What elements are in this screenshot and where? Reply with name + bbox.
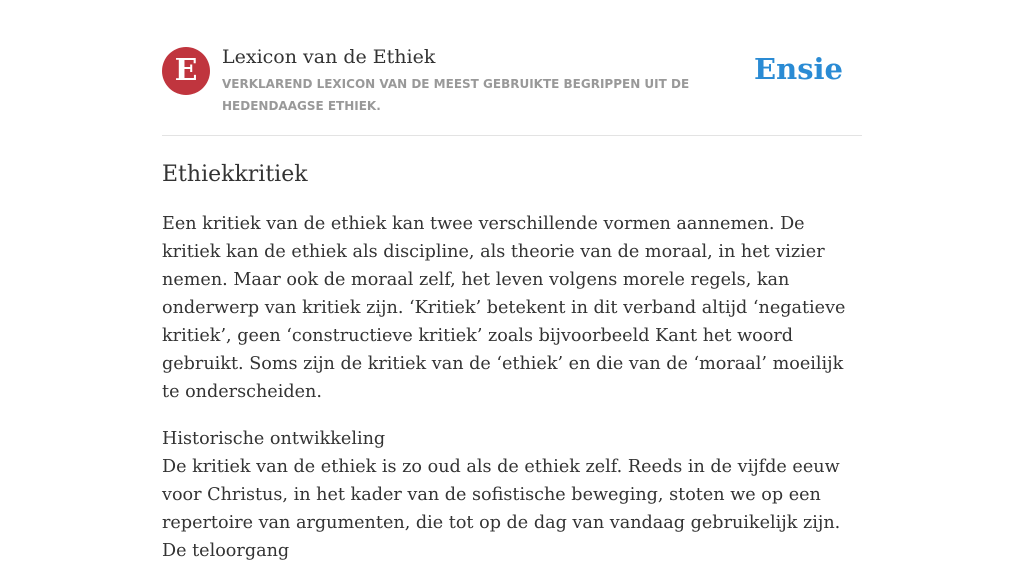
- header-divider: [162, 135, 862, 136]
- section-paragraph: De kritiek van de ethiek is zo oud als de ethiek zelf. Reeds in de vijfde eeuw voor Christus, in het kader van de sofistische beweging, stoten we op een repertoire van argumenten, die tot op de dag van vandaag gebruikelijk zijn. De teloorgang: [162, 457, 841, 561]
- article: [162, 158, 862, 565]
- site-header: [162, 46, 862, 118]
- ensie-brand-logo[interactable]: Ensie: [754, 52, 843, 86]
- lexicon-title-link[interactable]: Lexicon van de Ethiek: [222, 46, 436, 68]
- section-heading: Historische ontwikkeling: [162, 429, 386, 449]
- lexicon-logo-icon[interactable]: E: [162, 47, 210, 95]
- article-intro-paragraph: Een kritiek van de ethiek kan twee verschillende vormen aannemen. De kritiek kan de ethiek als discipline, als theorie van de moraal, in het vizier nemen. Maar ook de moraal zelf, het leven volgens morele regels, kan onderwerp van kritiek zijn. ‘Kritiek’ betekent in dit verband altijd ‘negatieve kritiek’, geen ‘constructieve kritiek’ zoals bijvoorbeeld Kant het woord gebruikt. Soms zijn de kritiek van de ‘ethiek’ en die van de ‘moraal’ moeilijk te onderscheiden.: [162, 214, 846, 402]
- article-title: Ethiekkritiek: [162, 162, 308, 187]
- lexicon-subtitle: VERKLAREND LEXICON VAN DE MEEST GEBRUIKTE BEGRIPPEN UIT DE HEDENDAAGSE ETHIEK.: [222, 77, 690, 113]
